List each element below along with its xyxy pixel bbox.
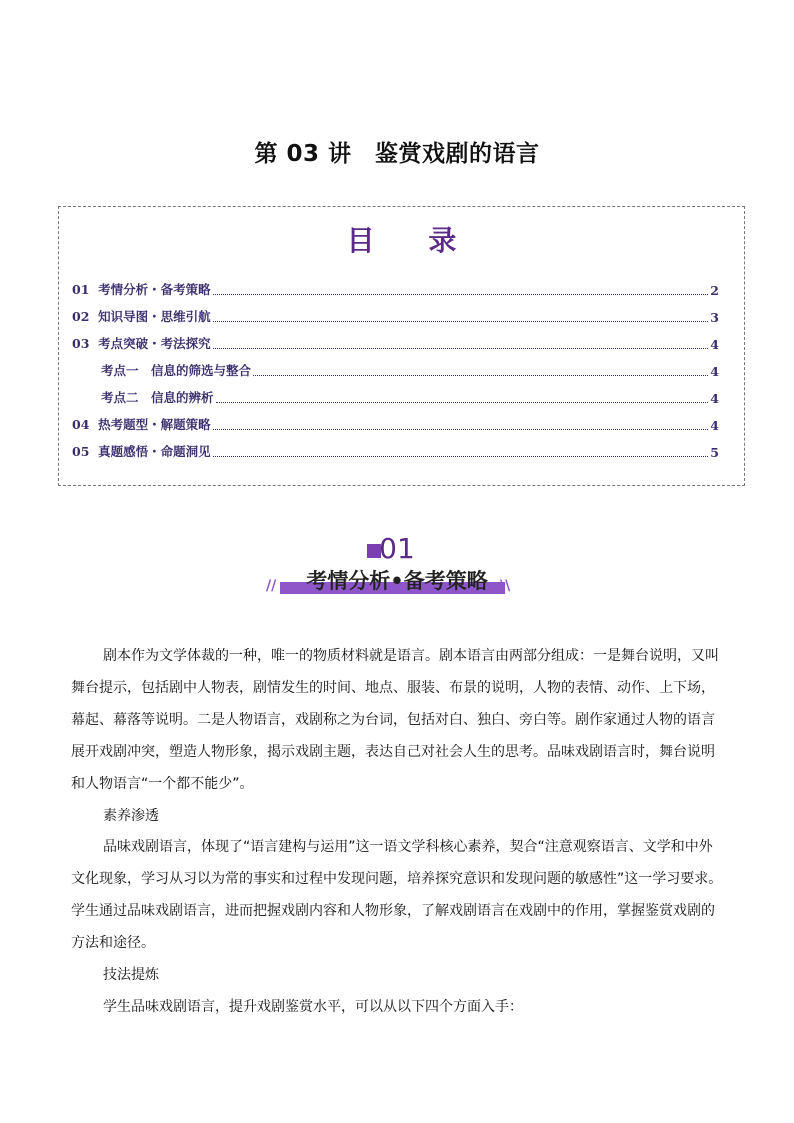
toc-dot-leader (213, 321, 709, 322)
table-of-contents (58, 206, 745, 486)
toc-item[interactable] (101, 361, 719, 379)
toc-item-page: 2 (710, 283, 719, 298)
subheading-technique: 技法提炼 (103, 967, 159, 983)
toc-item-page: 4 (710, 391, 719, 406)
toc-dot-leader (213, 348, 709, 349)
toc-item-page: 3 (710, 310, 719, 325)
toc-item[interactable] (72, 415, 719, 433)
toc-item-label: 考点二 信息的辨析 (101, 390, 214, 405)
toc-item-label: 考点一 信息的筛选与整合 (101, 363, 252, 378)
toc-dot-leader (213, 456, 709, 457)
toc-item-label: 02 知识导图・思维引航 (72, 309, 211, 324)
toc-item[interactable] (72, 280, 719, 298)
body-paragraph-technique: 学生品味戏剧语言，提升戏剧鉴赏水平，可以从以下四个方面入手： (103, 999, 523, 1015)
slash-decoration-left: // (266, 578, 277, 594)
toc-item-label: 01 考情分析・备考策略 (72, 282, 211, 297)
page-title: 第 03 讲 鉴赏戏剧的语言 (254, 141, 540, 167)
section-title: 考情分析•备考策略 (306, 569, 488, 593)
toc-heading: 目 录 (346, 224, 479, 257)
toc-item-label: 03 考点突破・考法探究 (72, 336, 211, 351)
toc-dot-leader (213, 294, 709, 295)
section-number: 01 (379, 532, 415, 565)
toc-dot-leader (216, 402, 709, 403)
toc-item[interactable] (72, 442, 719, 460)
toc-item[interactable] (72, 334, 719, 352)
body-paragraph-intro: 剧本作为文学体裁的一种，唯一的物质材料就是语言。剧本语言由两部分组成：一是舞台说明，又叫舞台提示，包括剧中人物表，剧情发生的时间、地点、服装、布景的说明，人物的表情、动作、上下场，幕起、幕落等说明。二是人物语言，戏剧称之为台词，包括对白、独白、旁白等。剧作家通过人物的语言展开戏剧冲突，塑造人物形象，揭示戏剧主题，表达自己对社会人生的思考。品味戏剧语言时，舞台说明和人物语言“一个都不能少”。 (71, 648, 719, 792)
toc-item-page: 4 (710, 337, 719, 352)
toc-item-page: 4 (710, 364, 719, 379)
subheading-literacy: 素养渗透 (103, 808, 159, 824)
toc-item[interactable] (72, 307, 719, 325)
toc-dot-leader (253, 375, 708, 376)
slash-decoration-right: \\ (500, 578, 511, 594)
toc-item-label: 05 真题感悟・命题洞见 (72, 444, 211, 459)
toc-item-label: 04 热考题型・解题策略 (72, 417, 211, 432)
body-paragraph-literacy: 品味戏剧语言，体现了“语言建构与运用”这一语文学科核心素养，契合“注意观察语言、文学和中外文化现象，学习从习以为常的事实和过程中发现问题，培养探究意识和发现问题的敏感性”这一学习要求。学生通过品味戏剧语言，进而把握戏剧内容和人物形象，了解戏剧语言在戏剧中的作用，掌握鉴赏戏剧的方法和途径。 (71, 839, 723, 951)
toc-item-page: 4 (710, 418, 719, 433)
toc-item-page: 5 (710, 445, 719, 460)
toc-item[interactable] (101, 388, 719, 406)
toc-dot-leader (213, 429, 709, 430)
